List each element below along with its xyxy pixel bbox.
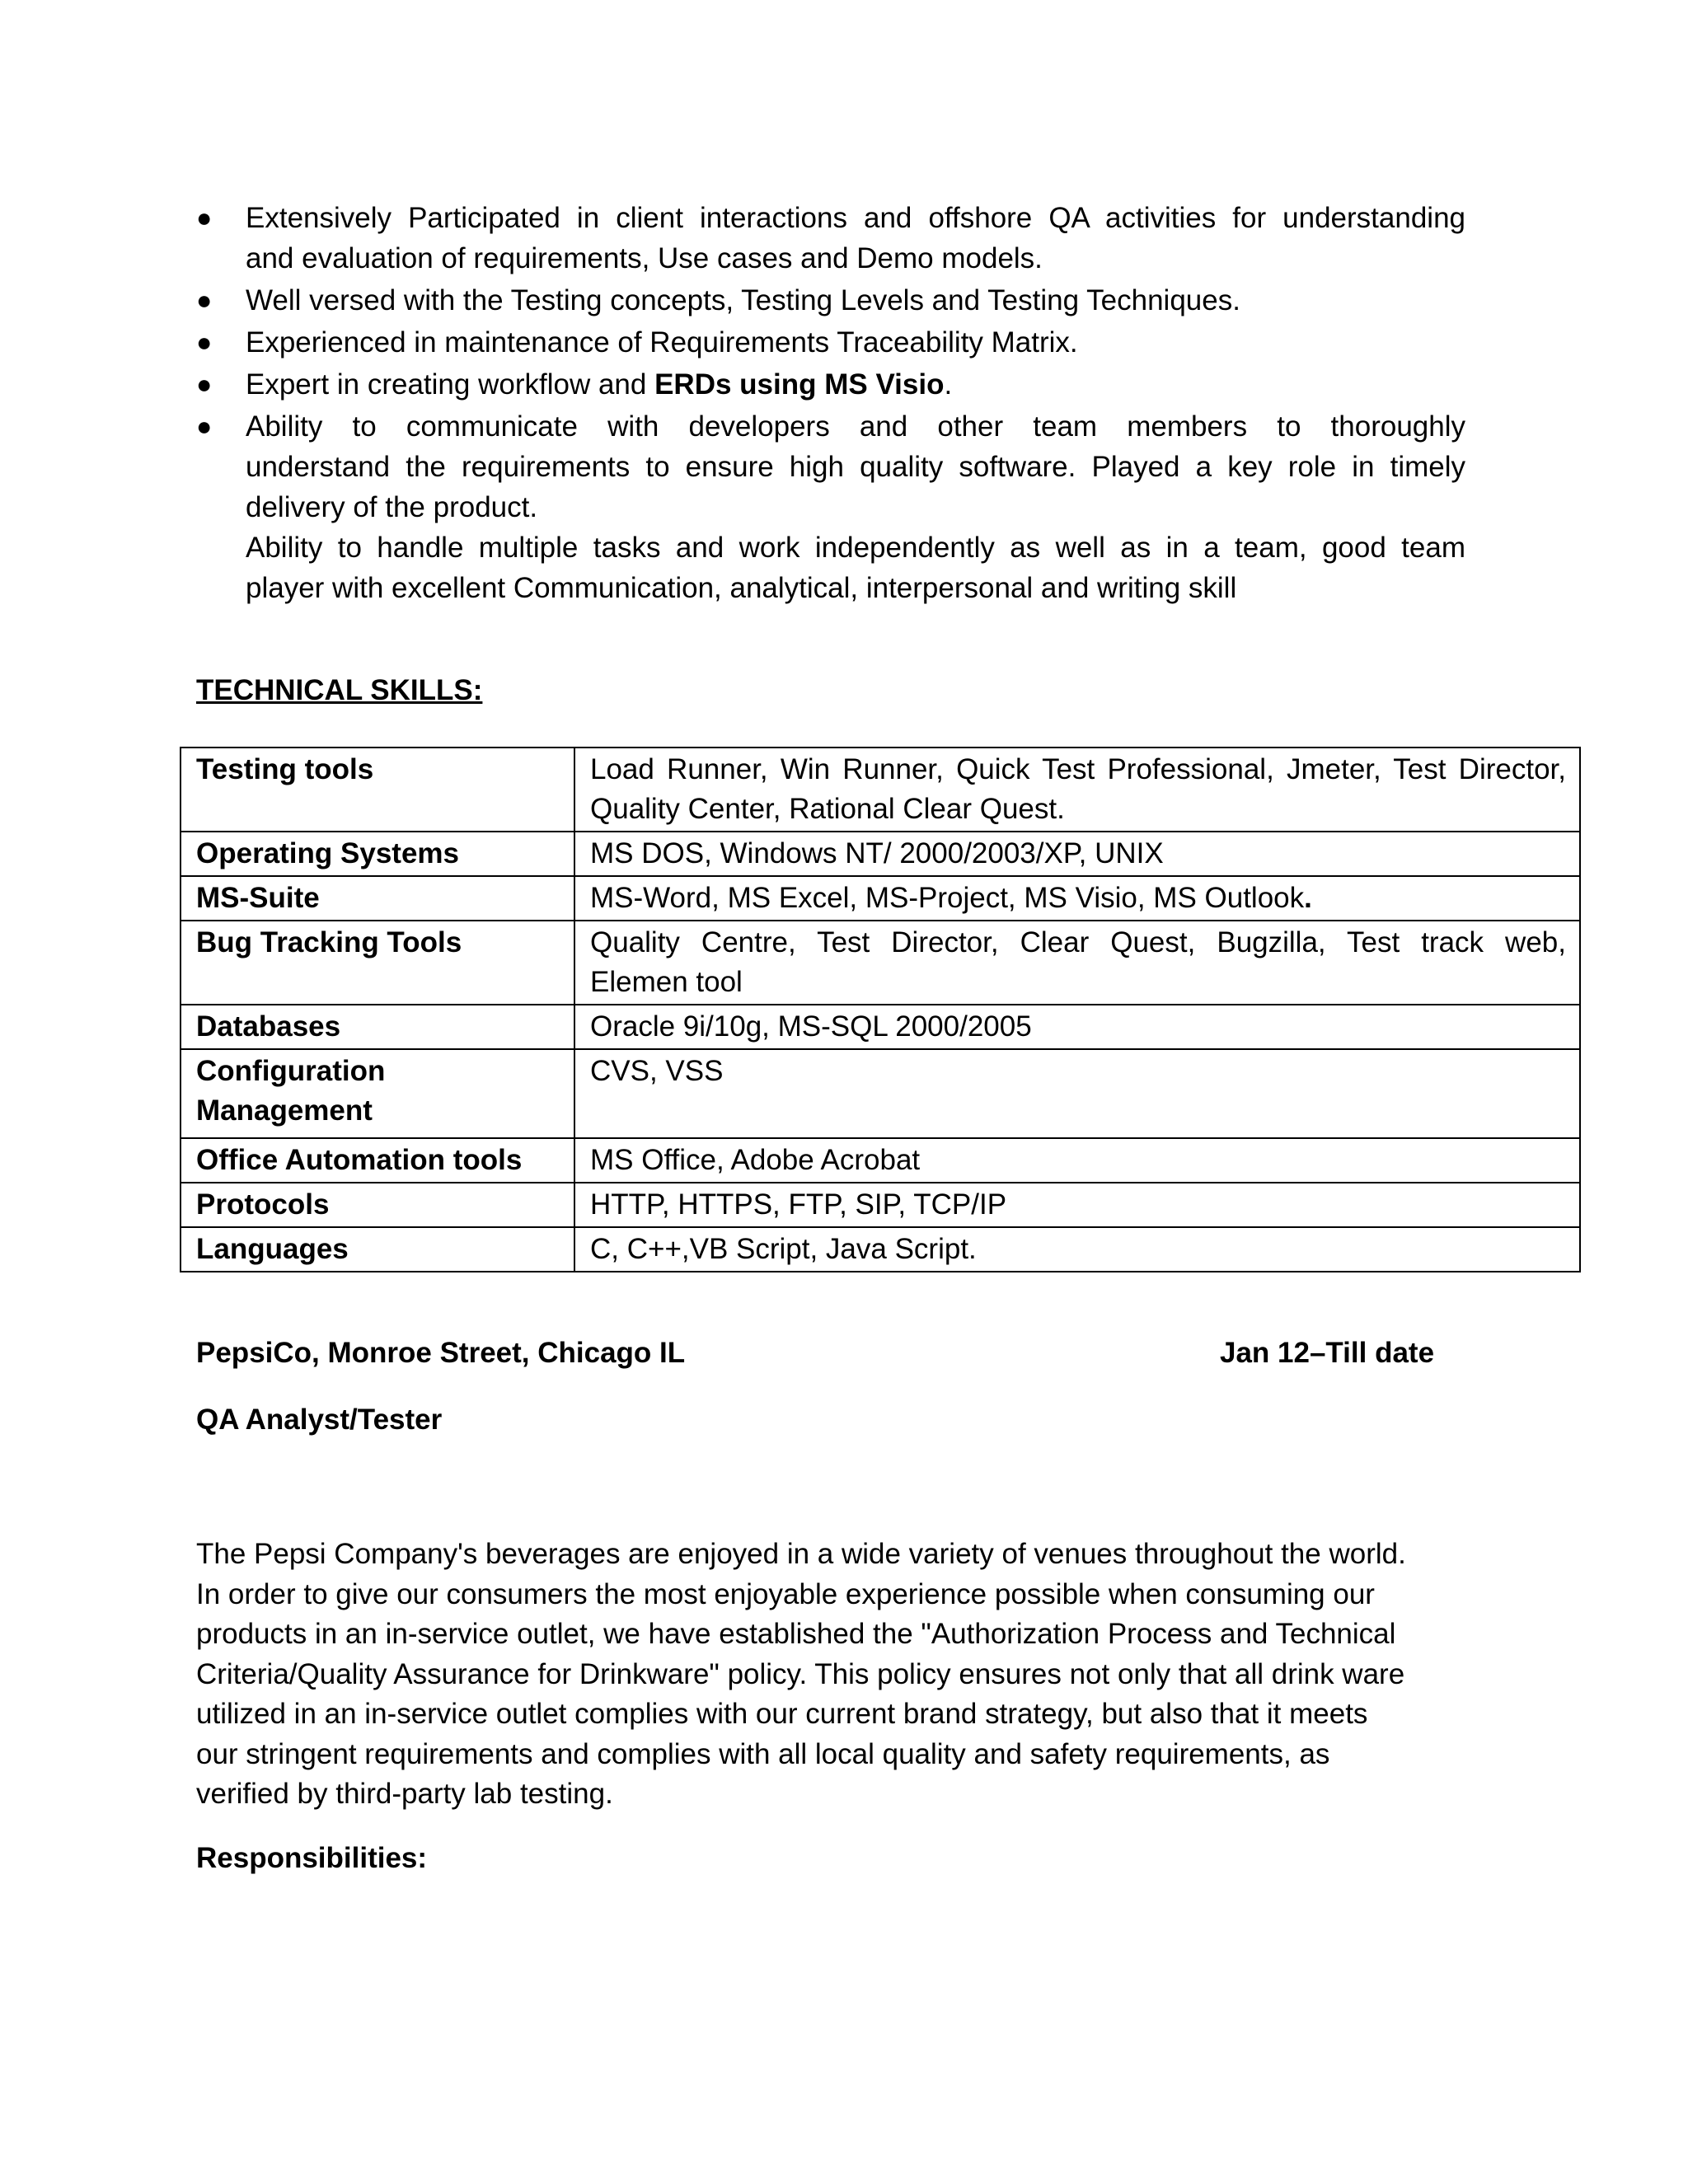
skill-category: Protocols <box>181 1183 574 1227</box>
bullet-text-line: understand the requirements to ensure high quality software. Played a key role in timely <box>246 451 1465 483</box>
employment-dates: Jan 12–Till date <box>1220 1337 1435 1369</box>
bullet-icon: ● <box>196 203 213 232</box>
skill-value: HTTP, HTTPS, FTP, SIP, TCP/IP <box>574 1183 1580 1227</box>
bullet-text-line: Extensively Participated in client interactions and offshore QA activities for understanding <box>246 202 1465 234</box>
table-row <box>181 1049 1580 1138</box>
list-item <box>196 322 1465 363</box>
description-line: our stringent requirements and complies with all local quality and safety requirements, as <box>196 1737 1330 1770</box>
job-title: QA Analyst/Tester <box>196 1404 443 1436</box>
skill-category: Testing tools <box>181 748 574 832</box>
bullet-text-line: and evaluation of requirements, Use cases and Demo models. <box>246 242 1043 274</box>
skill-value: MS DOS, Windows NT/ 2000/2003/XP, UNIX <box>574 832 1580 876</box>
bullet-icon: ● <box>196 369 213 399</box>
bullet-text-bold: ERDs using MS Visio <box>654 368 945 401</box>
bullet-icon: ● <box>196 285 213 315</box>
bullet-text-line: delivery of the product. <box>246 491 538 523</box>
skill-category: Languages <box>181 1227 574 1272</box>
description-line: Criteria/Quality Assurance for Drinkware" policy. This policy ensures not only that all drink ware <box>196 1657 1405 1690</box>
description-line: verified by third-party lab testing. <box>196 1778 613 1810</box>
table-row <box>181 748 1580 832</box>
description-line: utilized in an in-service outlet complies with our current brand strategy, but also that it meets <box>196 1698 1368 1730</box>
table-row <box>181 876 1580 921</box>
table-row <box>181 1183 1580 1227</box>
skill-value-line: Elemen tool <box>590 966 743 998</box>
technical-skills-table <box>180 747 1581 1272</box>
bullet-text-line: Ability to handle multiple tasks and work independently as well as in a team, good team <box>246 532 1465 564</box>
skill-value-line: Load Runner, Win Runner, Quick Test Professional, Jmeter, Test Director, <box>590 753 1566 785</box>
skill-value <box>574 876 1580 921</box>
description-line: products in an in-service outlet, we have established the "Authorization Process and Technical <box>196 1618 1396 1650</box>
skill-category: Office Automation tools <box>181 1138 574 1183</box>
technical-skills-heading: TECHNICAL SKILLS: <box>196 674 483 706</box>
skill-category-line: Management <box>196 1094 373 1127</box>
skill-value: CVS, VSS <box>574 1049 1580 1138</box>
bullet-text-prefix: Expert in creating workflow and <box>246 368 655 401</box>
company-name: PepsiCo, Monroe Street, Chicago IL <box>196 1337 686 1369</box>
skill-value-line: Quality Center, Rational Clear Quest. <box>590 793 1065 825</box>
skill-value <box>574 921 1580 1005</box>
table-row <box>181 832 1580 876</box>
skill-value-text: MS-Word, MS Excel, MS-Project, MS Visio, MS Outlook <box>590 882 1305 914</box>
skill-category: Databases <box>181 1005 574 1049</box>
skill-value: Oracle 9i/10g, MS-SQL 2000/2005 <box>574 1005 1580 1049</box>
list-item <box>196 280 1465 321</box>
bullet-text-line: Ability to communicate with developers and other team members to thoroughly <box>246 410 1465 443</box>
summary-bullet-list <box>196 198 1465 610</box>
table-row <box>181 1005 1580 1049</box>
bullet-text: Well versed with the Testing concepts, Testing Levels and Testing Techniques. <box>246 284 1240 316</box>
bullet-text <box>246 364 1465 405</box>
skill-value-bold-period: . <box>1304 882 1312 914</box>
skill-value: C, C++,VB Script, Java Script. <box>574 1227 1580 1272</box>
bullet-text-suffix: . <box>944 368 953 401</box>
list-item <box>196 406 1465 608</box>
skill-value-line: Quality Centre, Test Director, Clear Quest, Bugzilla, Test track web, <box>590 926 1566 958</box>
list-item <box>196 364 1465 405</box>
job-description <box>196 1535 1482 1815</box>
table-row <box>181 921 1580 1005</box>
skill-category: MS-Suite <box>181 876 574 921</box>
bullet-text: Experienced in maintenance of Requirements Traceability Matrix. <box>246 326 1078 359</box>
skill-value: MS Office, Adobe Acrobat <box>574 1138 1580 1183</box>
skill-category: Bug Tracking Tools <box>181 921 574 1005</box>
skill-category-line: Configuration <box>196 1055 386 1087</box>
description-line: The Pepsi Company's beverages are enjoyed in a wide variety of venues throughout the world. <box>196 1538 1406 1570</box>
table-row <box>181 1138 1580 1183</box>
description-line: In order to give our consumers the most enjoyable experience possible when consuming our <box>196 1577 1375 1610</box>
bullet-icon: ● <box>196 327 213 357</box>
skill-category: Operating Systems <box>181 832 574 876</box>
table-row <box>181 1227 1580 1272</box>
bullet-icon: ● <box>196 411 213 441</box>
skill-value <box>574 748 1580 832</box>
responsibilities-heading: Responsibilities: <box>196 1842 428 1874</box>
bullet-text-line: player with excellent Communication, analytical, interpersonal and writing skill <box>246 572 1237 604</box>
list-item <box>196 198 1465 279</box>
skill-category <box>181 1049 574 1138</box>
